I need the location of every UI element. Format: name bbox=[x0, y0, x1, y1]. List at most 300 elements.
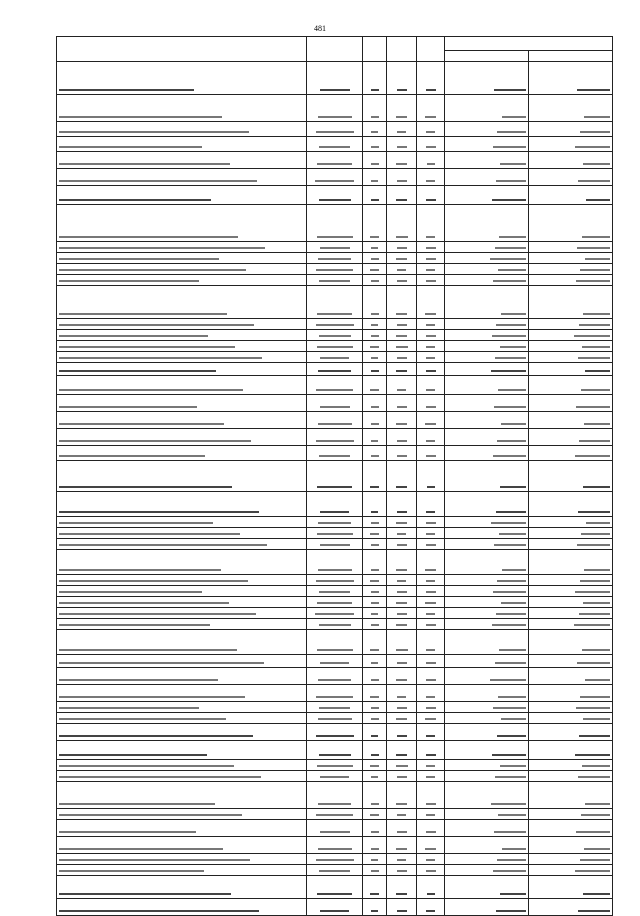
cell-year2 bbox=[529, 760, 613, 771]
table-row bbox=[57, 461, 613, 492]
cell-year2 bbox=[529, 264, 613, 275]
cell-year1 bbox=[445, 655, 529, 668]
cell-section bbox=[363, 137, 387, 152]
cell-code bbox=[307, 782, 363, 809]
cell-name bbox=[57, 205, 307, 242]
cell-year2 bbox=[529, 575, 613, 586]
table-row bbox=[57, 837, 613, 854]
cell-code bbox=[307, 264, 363, 275]
cell-subsection bbox=[387, 724, 417, 741]
budget-table-container bbox=[56, 36, 612, 916]
cell-subsection bbox=[387, 876, 417, 899]
cell-subsection bbox=[387, 713, 417, 724]
cell-name bbox=[57, 630, 307, 655]
cell-year2 bbox=[529, 205, 613, 242]
table-row bbox=[57, 619, 613, 630]
cell-code bbox=[307, 655, 363, 668]
cell-year2 bbox=[529, 724, 613, 741]
cell-type bbox=[417, 461, 445, 492]
cell-subsection bbox=[387, 122, 417, 137]
cell-code bbox=[307, 169, 363, 186]
cell-section bbox=[363, 619, 387, 630]
cell-code bbox=[307, 608, 363, 619]
cell-name bbox=[57, 492, 307, 517]
cell-section bbox=[363, 253, 387, 264]
cell-name bbox=[57, 854, 307, 865]
cell-year1 bbox=[445, 724, 529, 741]
cell-type bbox=[417, 876, 445, 899]
cell-name bbox=[57, 597, 307, 608]
cell-code bbox=[307, 341, 363, 352]
cell-year1 bbox=[445, 286, 529, 319]
cell-year1 bbox=[445, 429, 529, 446]
cell-year1 bbox=[445, 492, 529, 517]
cell-subsection bbox=[387, 264, 417, 275]
cell-section bbox=[363, 242, 387, 253]
cell-name bbox=[57, 702, 307, 713]
cell-type bbox=[417, 619, 445, 630]
cell-subsection bbox=[387, 152, 417, 169]
cell-section bbox=[363, 741, 387, 760]
cell-subsection bbox=[387, 330, 417, 341]
cell-name bbox=[57, 668, 307, 685]
cell-type bbox=[417, 702, 445, 713]
cell-code bbox=[307, 395, 363, 412]
cell-type bbox=[417, 837, 445, 854]
table-row bbox=[57, 341, 613, 352]
cell-code bbox=[307, 242, 363, 253]
cell-code bbox=[307, 461, 363, 492]
cell-subsection bbox=[387, 575, 417, 586]
header-code bbox=[307, 37, 363, 62]
cell-section bbox=[363, 264, 387, 275]
cell-subsection bbox=[387, 137, 417, 152]
cell-type bbox=[417, 854, 445, 865]
table-body bbox=[57, 62, 613, 916]
cell-year2 bbox=[529, 319, 613, 330]
budget-table bbox=[56, 36, 613, 916]
cell-year2 bbox=[529, 429, 613, 446]
cell-year2 bbox=[529, 685, 613, 702]
cell-year1 bbox=[445, 782, 529, 809]
table-row bbox=[57, 319, 613, 330]
cell-year2 bbox=[529, 517, 613, 528]
cell-year2 bbox=[529, 169, 613, 186]
cell-subsection bbox=[387, 429, 417, 446]
cell-section bbox=[363, 550, 387, 575]
cell-code bbox=[307, 137, 363, 152]
cell-year1 bbox=[445, 608, 529, 619]
table-row bbox=[57, 395, 613, 412]
cell-name bbox=[57, 376, 307, 395]
cell-year2 bbox=[529, 62, 613, 95]
cell-year2 bbox=[529, 899, 613, 916]
cell-year1 bbox=[445, 702, 529, 713]
cell-year2 bbox=[529, 95, 613, 122]
table-row bbox=[57, 186, 613, 205]
cell-code bbox=[307, 253, 363, 264]
cell-year2 bbox=[529, 341, 613, 352]
table-row bbox=[57, 330, 613, 341]
cell-year2 bbox=[529, 122, 613, 137]
cell-section bbox=[363, 854, 387, 865]
cell-year2 bbox=[529, 782, 613, 809]
cell-year1 bbox=[445, 619, 529, 630]
cell-year1 bbox=[445, 205, 529, 242]
cell-year1 bbox=[445, 152, 529, 169]
cell-name bbox=[57, 186, 307, 205]
cell-subsection bbox=[387, 286, 417, 319]
cell-year2 bbox=[529, 854, 613, 865]
cell-section bbox=[363, 724, 387, 741]
cell-section bbox=[363, 809, 387, 820]
cell-year1 bbox=[445, 122, 529, 137]
cell-code bbox=[307, 363, 363, 376]
cell-year2 bbox=[529, 741, 613, 760]
cell-section bbox=[363, 169, 387, 186]
table-row bbox=[57, 492, 613, 517]
cell-section bbox=[363, 429, 387, 446]
cell-type bbox=[417, 713, 445, 724]
cell-type bbox=[417, 685, 445, 702]
cell-name bbox=[57, 275, 307, 286]
cell-type bbox=[417, 899, 445, 916]
cell-year1 bbox=[445, 169, 529, 186]
cell-type bbox=[417, 586, 445, 597]
table-row bbox=[57, 429, 613, 446]
cell-name bbox=[57, 461, 307, 492]
cell-name bbox=[57, 122, 307, 137]
cell-section bbox=[363, 152, 387, 169]
cell-name bbox=[57, 319, 307, 330]
cell-code bbox=[307, 809, 363, 820]
cell-type bbox=[417, 429, 445, 446]
cell-type bbox=[417, 242, 445, 253]
cell-type bbox=[417, 741, 445, 760]
cell-code bbox=[307, 820, 363, 837]
cell-name bbox=[57, 528, 307, 539]
cell-code bbox=[307, 837, 363, 854]
table-row bbox=[57, 865, 613, 876]
cell-name bbox=[57, 771, 307, 782]
cell-name bbox=[57, 876, 307, 899]
cell-year2 bbox=[529, 655, 613, 668]
cell-code bbox=[307, 376, 363, 395]
cell-subsection bbox=[387, 820, 417, 837]
cell-subsection bbox=[387, 685, 417, 702]
cell-section bbox=[363, 771, 387, 782]
cell-year1 bbox=[445, 575, 529, 586]
cell-section bbox=[363, 205, 387, 242]
cell-section bbox=[363, 95, 387, 122]
table-row bbox=[57, 713, 613, 724]
cell-year1 bbox=[445, 820, 529, 837]
cell-code bbox=[307, 865, 363, 876]
cell-subsection bbox=[387, 62, 417, 95]
cell-code bbox=[307, 446, 363, 461]
cell-section bbox=[363, 713, 387, 724]
table-row bbox=[57, 655, 613, 668]
table-row bbox=[57, 685, 613, 702]
cell-code bbox=[307, 702, 363, 713]
cell-subsection bbox=[387, 412, 417, 429]
cell-name bbox=[57, 575, 307, 586]
cell-section bbox=[363, 630, 387, 655]
cell-year2 bbox=[529, 186, 613, 205]
page-number: 481 bbox=[314, 24, 326, 33]
cell-type bbox=[417, 95, 445, 122]
cell-year2 bbox=[529, 702, 613, 713]
cell-year2 bbox=[529, 528, 613, 539]
cell-name bbox=[57, 242, 307, 253]
table-row bbox=[57, 550, 613, 575]
cell-type bbox=[417, 597, 445, 608]
cell-year2 bbox=[529, 619, 613, 630]
cell-year2 bbox=[529, 395, 613, 412]
cell-year1 bbox=[445, 186, 529, 205]
cell-section bbox=[363, 760, 387, 771]
cell-year1 bbox=[445, 253, 529, 264]
cell-subsection bbox=[387, 782, 417, 809]
cell-subsection bbox=[387, 899, 417, 916]
cell-code bbox=[307, 539, 363, 550]
cell-code bbox=[307, 352, 363, 363]
cell-year1 bbox=[445, 899, 529, 916]
cell-type bbox=[417, 264, 445, 275]
cell-code bbox=[307, 575, 363, 586]
table-row bbox=[57, 760, 613, 771]
cell-code bbox=[307, 330, 363, 341]
cell-section bbox=[363, 286, 387, 319]
cell-type bbox=[417, 820, 445, 837]
cell-section bbox=[363, 517, 387, 528]
cell-year2 bbox=[529, 330, 613, 341]
cell-type bbox=[417, 446, 445, 461]
cell-type bbox=[417, 275, 445, 286]
header-year1 bbox=[445, 51, 529, 62]
header-name bbox=[57, 37, 307, 62]
cell-type bbox=[417, 412, 445, 429]
cell-name bbox=[57, 517, 307, 528]
cell-subsection bbox=[387, 517, 417, 528]
cell-code bbox=[307, 550, 363, 575]
cell-section bbox=[363, 122, 387, 137]
cell-name bbox=[57, 95, 307, 122]
cell-name bbox=[57, 253, 307, 264]
cell-year2 bbox=[529, 492, 613, 517]
cell-subsection bbox=[387, 771, 417, 782]
cell-year1 bbox=[445, 771, 529, 782]
cell-code bbox=[307, 899, 363, 916]
cell-code bbox=[307, 854, 363, 865]
cell-year2 bbox=[529, 771, 613, 782]
table-row bbox=[57, 286, 613, 319]
cell-year1 bbox=[445, 741, 529, 760]
cell-type bbox=[417, 539, 445, 550]
cell-section bbox=[363, 376, 387, 395]
cell-year1 bbox=[445, 275, 529, 286]
cell-name bbox=[57, 586, 307, 597]
cell-year2 bbox=[529, 242, 613, 253]
table-row bbox=[57, 95, 613, 122]
cell-type bbox=[417, 352, 445, 363]
cell-section bbox=[363, 492, 387, 517]
table-row bbox=[57, 253, 613, 264]
cell-year1 bbox=[445, 319, 529, 330]
cell-code bbox=[307, 122, 363, 137]
cell-type bbox=[417, 319, 445, 330]
cell-section bbox=[363, 528, 387, 539]
cell-code bbox=[307, 630, 363, 655]
cell-section bbox=[363, 586, 387, 597]
cell-name bbox=[57, 608, 307, 619]
cell-subsection bbox=[387, 528, 417, 539]
cell-name bbox=[57, 820, 307, 837]
header-section bbox=[363, 37, 387, 62]
cell-subsection bbox=[387, 461, 417, 492]
cell-type bbox=[417, 550, 445, 575]
cell-name bbox=[57, 865, 307, 876]
cell-section bbox=[363, 685, 387, 702]
cell-name bbox=[57, 137, 307, 152]
cell-year2 bbox=[529, 608, 613, 619]
cell-type bbox=[417, 169, 445, 186]
cell-year1 bbox=[445, 685, 529, 702]
cell-subsection bbox=[387, 760, 417, 771]
cell-year1 bbox=[445, 376, 529, 395]
cell-code bbox=[307, 319, 363, 330]
cell-code bbox=[307, 95, 363, 122]
cell-name bbox=[57, 760, 307, 771]
cell-year2 bbox=[529, 286, 613, 319]
table-row bbox=[57, 62, 613, 95]
header-type bbox=[417, 37, 445, 62]
cell-subsection bbox=[387, 395, 417, 412]
table-row bbox=[57, 668, 613, 685]
cell-year2 bbox=[529, 550, 613, 575]
cell-year1 bbox=[445, 865, 529, 876]
cell-section bbox=[363, 899, 387, 916]
cell-name bbox=[57, 619, 307, 630]
cell-type bbox=[417, 655, 445, 668]
table-row bbox=[57, 586, 613, 597]
cell-type bbox=[417, 608, 445, 619]
cell-name bbox=[57, 837, 307, 854]
cell-code bbox=[307, 668, 363, 685]
header-year2 bbox=[529, 51, 613, 62]
cell-year1 bbox=[445, 352, 529, 363]
cell-code bbox=[307, 741, 363, 760]
cell-subsection bbox=[387, 837, 417, 854]
cell-section bbox=[363, 352, 387, 363]
cell-section bbox=[363, 837, 387, 854]
cell-code bbox=[307, 760, 363, 771]
cell-subsection bbox=[387, 275, 417, 286]
cell-type bbox=[417, 363, 445, 376]
cell-year1 bbox=[445, 586, 529, 597]
cell-year2 bbox=[529, 446, 613, 461]
cell-section bbox=[363, 876, 387, 899]
cell-year1 bbox=[445, 341, 529, 352]
cell-year2 bbox=[529, 876, 613, 899]
cell-section bbox=[363, 597, 387, 608]
cell-type bbox=[417, 528, 445, 539]
cell-year2 bbox=[529, 539, 613, 550]
cell-year1 bbox=[445, 412, 529, 429]
cell-name bbox=[57, 330, 307, 341]
cell-subsection bbox=[387, 854, 417, 865]
cell-subsection bbox=[387, 619, 417, 630]
cell-name bbox=[57, 655, 307, 668]
cell-type bbox=[417, 286, 445, 319]
cell-name bbox=[57, 809, 307, 820]
cell-year1 bbox=[445, 876, 529, 899]
cell-code bbox=[307, 586, 363, 597]
cell-code bbox=[307, 685, 363, 702]
cell-year2 bbox=[529, 865, 613, 876]
cell-name bbox=[57, 412, 307, 429]
cell-year2 bbox=[529, 137, 613, 152]
cell-subsection bbox=[387, 341, 417, 352]
cell-section bbox=[363, 702, 387, 713]
cell-subsection bbox=[387, 630, 417, 655]
cell-type bbox=[417, 865, 445, 876]
table-row bbox=[57, 352, 613, 363]
cell-year1 bbox=[445, 95, 529, 122]
cell-name bbox=[57, 899, 307, 916]
cell-section bbox=[363, 446, 387, 461]
header-subsection bbox=[387, 37, 417, 62]
cell-year1 bbox=[445, 597, 529, 608]
cell-subsection bbox=[387, 363, 417, 376]
cell-subsection bbox=[387, 668, 417, 685]
cell-year2 bbox=[529, 837, 613, 854]
cell-section bbox=[363, 820, 387, 837]
cell-year2 bbox=[529, 630, 613, 655]
cell-name bbox=[57, 550, 307, 575]
cell-name bbox=[57, 539, 307, 550]
cell-year2 bbox=[529, 376, 613, 395]
cell-section bbox=[363, 782, 387, 809]
cell-year2 bbox=[529, 152, 613, 169]
cell-year1 bbox=[445, 550, 529, 575]
cell-year1 bbox=[445, 668, 529, 685]
cell-section bbox=[363, 319, 387, 330]
cell-year2 bbox=[529, 597, 613, 608]
cell-name bbox=[57, 429, 307, 446]
table-row bbox=[57, 169, 613, 186]
cell-code bbox=[307, 429, 363, 446]
cell-type bbox=[417, 782, 445, 809]
cell-subsection bbox=[387, 741, 417, 760]
cell-code bbox=[307, 619, 363, 630]
cell-type bbox=[417, 137, 445, 152]
cell-code bbox=[307, 62, 363, 95]
cell-section bbox=[363, 275, 387, 286]
cell-subsection bbox=[387, 597, 417, 608]
cell-name bbox=[57, 446, 307, 461]
cell-type bbox=[417, 186, 445, 205]
cell-subsection bbox=[387, 550, 417, 575]
cell-section bbox=[363, 461, 387, 492]
cell-year2 bbox=[529, 275, 613, 286]
cell-name bbox=[57, 713, 307, 724]
table-row bbox=[57, 724, 613, 741]
cell-subsection bbox=[387, 319, 417, 330]
cell-code bbox=[307, 517, 363, 528]
cell-code bbox=[307, 876, 363, 899]
table-row bbox=[57, 275, 613, 286]
